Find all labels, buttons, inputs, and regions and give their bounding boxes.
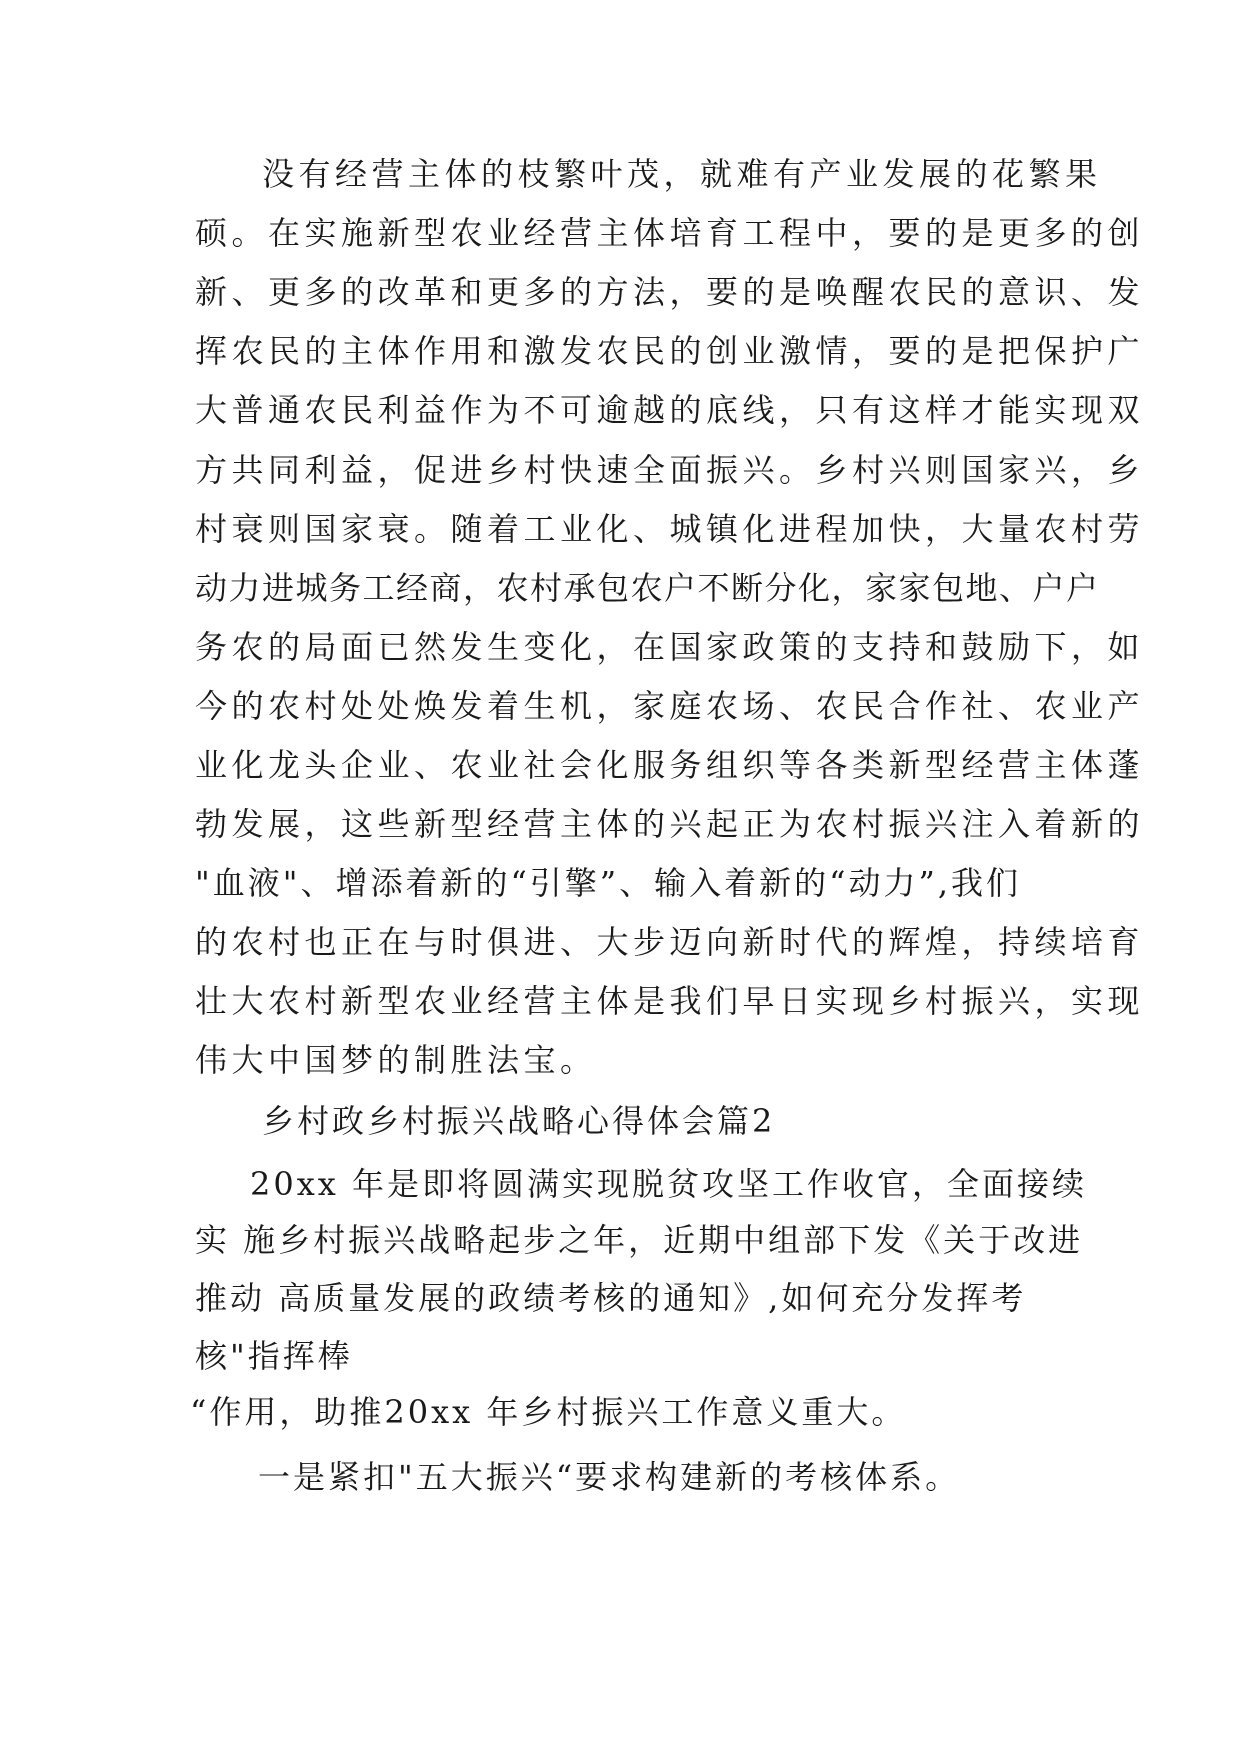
paragraph-2-line-1: 20xx 年是即将圆满实现脱贫攻坚工作收官，全面接续 <box>250 1165 1087 1203</box>
paragraph-1-line-6: 方共同利益，促进乡村快速全面振兴。乡村兴则国家兴，乡 <box>195 451 1145 489</box>
paragraph-2-line-5: “作用，助推20xx 年乡村振兴工作意义重大。 <box>190 1393 907 1431</box>
section-heading: 乡村政乡村振兴战略心得体会篇2 <box>262 1102 776 1140</box>
paragraph-2-line-4: 核"指挥棒 <box>195 1337 353 1375</box>
paragraph-2-line-3: 推动 高质量发展的政绩考核的通知》,如何充分发挥考 <box>195 1279 1027 1317</box>
paragraph-1-line-16: 伟大中国梦的制胜法宝。 <box>195 1041 597 1079</box>
paragraph-1-line-7: 村衰则国家衰。随着工业化、城镇化进程加快，大量农村劳 <box>195 510 1145 548</box>
paragraph-1-line-8: 动力进城务工经商，农村承包农户不断分化，家家包地、户户 <box>195 569 1100 607</box>
paragraph-1-line-1: 没有经营主体的枝繁叶茂，就难有产业发展的花繁果 <box>262 155 1102 193</box>
paragraph-1-line-2: 硕。在实施新型农业经营主体培育工程中，要的是更多的创 <box>195 214 1145 252</box>
paragraph-2-line-2: 实 施乡村振兴战略起步之年，近期中组部下发《关于改进 <box>195 1221 1084 1259</box>
paragraph-1-line-3: 新、更多的改革和更多的方法，要的是唤醒农民的意识、发 <box>195 273 1145 311</box>
paragraph-3-line-1: 一是紧扣"五大振兴“要求构建新的考核体系。 <box>258 1458 961 1496</box>
paragraph-1-line-10: 今的农村处处焕发着生机，家庭农场、农民合作社、农业产 <box>195 687 1145 725</box>
paragraph-1-line-14: 的农村也正在与时俱进、大步迈向新时代的辉煌，持续培育 <box>195 923 1145 961</box>
paragraph-1-line-11: 业化龙头企业、农业社会化服务组织等各类新型经营主体蓬 <box>195 746 1145 784</box>
paragraph-1-line-9: 务农的局面已然发生变化，在国家政策的支持和鼓励下，如 <box>195 628 1145 666</box>
paragraph-1-line-15: 壮大农村新型农业经营主体是我们早日实现乡村振兴，实现 <box>195 982 1145 1020</box>
paragraph-1-line-13: "血液"、增添着新的“引擎”、输入着新的“动力”,我们 <box>195 864 1022 902</box>
paragraph-1-line-4: 挥农民的主体作用和激发农民的创业激情，要的是把保护广 <box>195 332 1145 370</box>
paragraph-1-line-12: 勃发展，这些新型经营主体的兴起正为农村振兴注入着新的 <box>195 805 1145 843</box>
paragraph-1-line-5: 大普通农民利益作为不可逾越的底线，只有这样才能实现双 <box>195 391 1145 429</box>
